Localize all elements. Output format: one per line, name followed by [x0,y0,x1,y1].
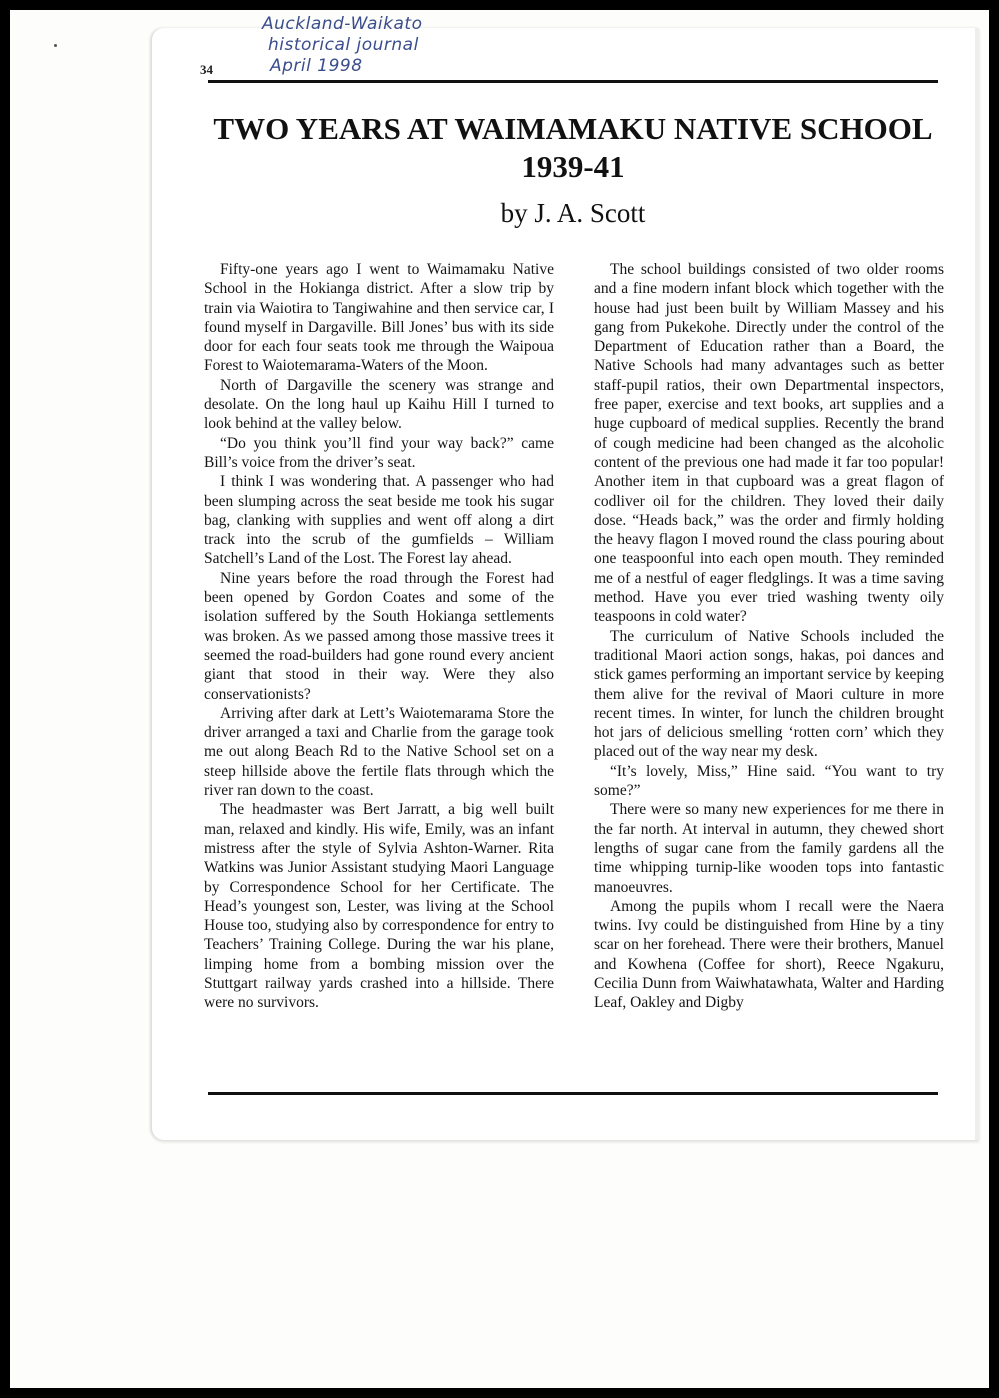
paragraph: The headmaster was Bert Jarratt, a big well built man, relaxed and kindly. His wife, Emily, was an infant mistress after the style of Sylvia Ashton-Warner. Rita Watkins was Junior Assistant studying Maori Language by Correspondence School for her Certificate. The Head’s youngest son, Lester, was living at the School House too, studying also by correspondence for entry to Teachers’ Training College. During the war his plane, limping home from a bombing mission over the Stuttgart railway yards crashed into a hillside. There were no survivors. [204,801,554,1012]
handwritten-line-2: historical journal [268,35,419,55]
paragraph: Nine years before the road through the Forest had been opened by Gordon Coates and some of the isolation suffered by the South Hokianga settlements was broken. As we passed among those massive trees it seemed the road-builders had gone round every ancient giant that stood in their way. Were they also conservationists? [204,569,554,703]
paragraph: I think I was wondering that. A passenger who had been slumping across the seat beside me took his sugar bag, clanking with supplies and went off along a dirt track into the scrub of the gumfields – William Satchell’s Land of the Lost. The Forest lay ahead. [204,473,554,568]
article-title: TWO YEARS AT WAIMAMAKU NATIVE SCHOOL 1939-41 [213,111,933,184]
left-column [204,260,554,1013]
paragraph: Arriving after dark at Lett’s Waiotemarama Store the driver arranged a taxi and Charlie from the garage took me out along Beach Rd to the Native School set on a steep hillside above the fertile flats through which the river ran down to the coast. [204,704,554,800]
paragraph: “It’s lovely, Miss,” Hine said. “You want to try some?” [594,762,944,800]
handwritten-line-1: Auckland-Waikato [262,14,423,34]
paragraph: North of Dargaville the scenery was strange and desolate. On the long haul up Kaihu Hill I turned to look behind at the valley below. [204,376,554,433]
scan-speck [54,44,57,47]
page-number: 34 [200,62,213,77]
right-column [594,260,944,1013]
bottom-rule [208,1092,938,1095]
top-rule [208,80,938,83]
paragraph: “Do you think you’ll find your way back?” came Bill’s voice from the driver’s seat. [204,434,554,471]
paragraph: Among the pupils whom I recall were the Naera twins. Ivy could be distinguished from Hine by a tiny scar on her forehead. There were their brothers, Manuel and Kowhena (Coffee for short), Reece Ngakuru, Cecilia Dunn from Waiwhatawhata, Walter and Harding Leaf, Oakley and Digby [594,897,944,1012]
paragraph: Fifty-one years ago I went to Waimamaku Native School in the Hokianga district. After a slow trip by train via Waiotira to Tangiwahine and then service car, I found myself in Dargaville. Bill Jones’ bus with its side door for each four seats took me through the Waipoua Forest to Waiotemarama-Waters of the Moon. [204,261,554,375]
article-byline: by J. A. Scott [500,198,646,228]
page-edge-shadow [975,28,979,1140]
handwritten-annotation [262,14,512,77]
paragraph: The curriculum of Native Schools included the traditional Maori action songs, hakas, poi dances and stick games performing an important service by keeping them alive for the revival of Maori culture in more recent times. In winter, for lunch the children brought hot jars of delicious smelling ‘rotten corn’ which they placed out of the way near my desk. [594,627,944,761]
paragraph: The school buildings consisted of two older rooms and a fine modern infant block which together with the house had just been built by William Massey and his gang from Pukekohe. Directly under the control of the Department of Education rather than a Board, the Native Schools had many advantages such as better staff-pupil ratios, their own Departmental inspectors, free paper, exercise and text books, art supplies and a huge cupboard of medical supplies. Recently the brand of cough medicine had been changed as the alcoholic content of the previous one had made it far too popular! Another item in that cupboard was a great flagon of codliver oil for the children. They loved their daily dose. “Heads back,” was the order and firmly holding the heavy flagon I moved round the class pouring about one teaspoonful into each open mouth. They reminded me of a nestful of eager fledglings. It was a time saving method. Have you ever tried washing twenty oily teaspoons in cold water? [594,261,944,626]
handwritten-line-3: April 1998 [270,56,363,76]
paragraph: There were so many new experiences for me there in the far north. At interval in autumn, they chewed short lengths of sugar cane from the family gardens all the time whipping turnip-like wooden tops into fantastic manoeuvres. [594,801,944,896]
